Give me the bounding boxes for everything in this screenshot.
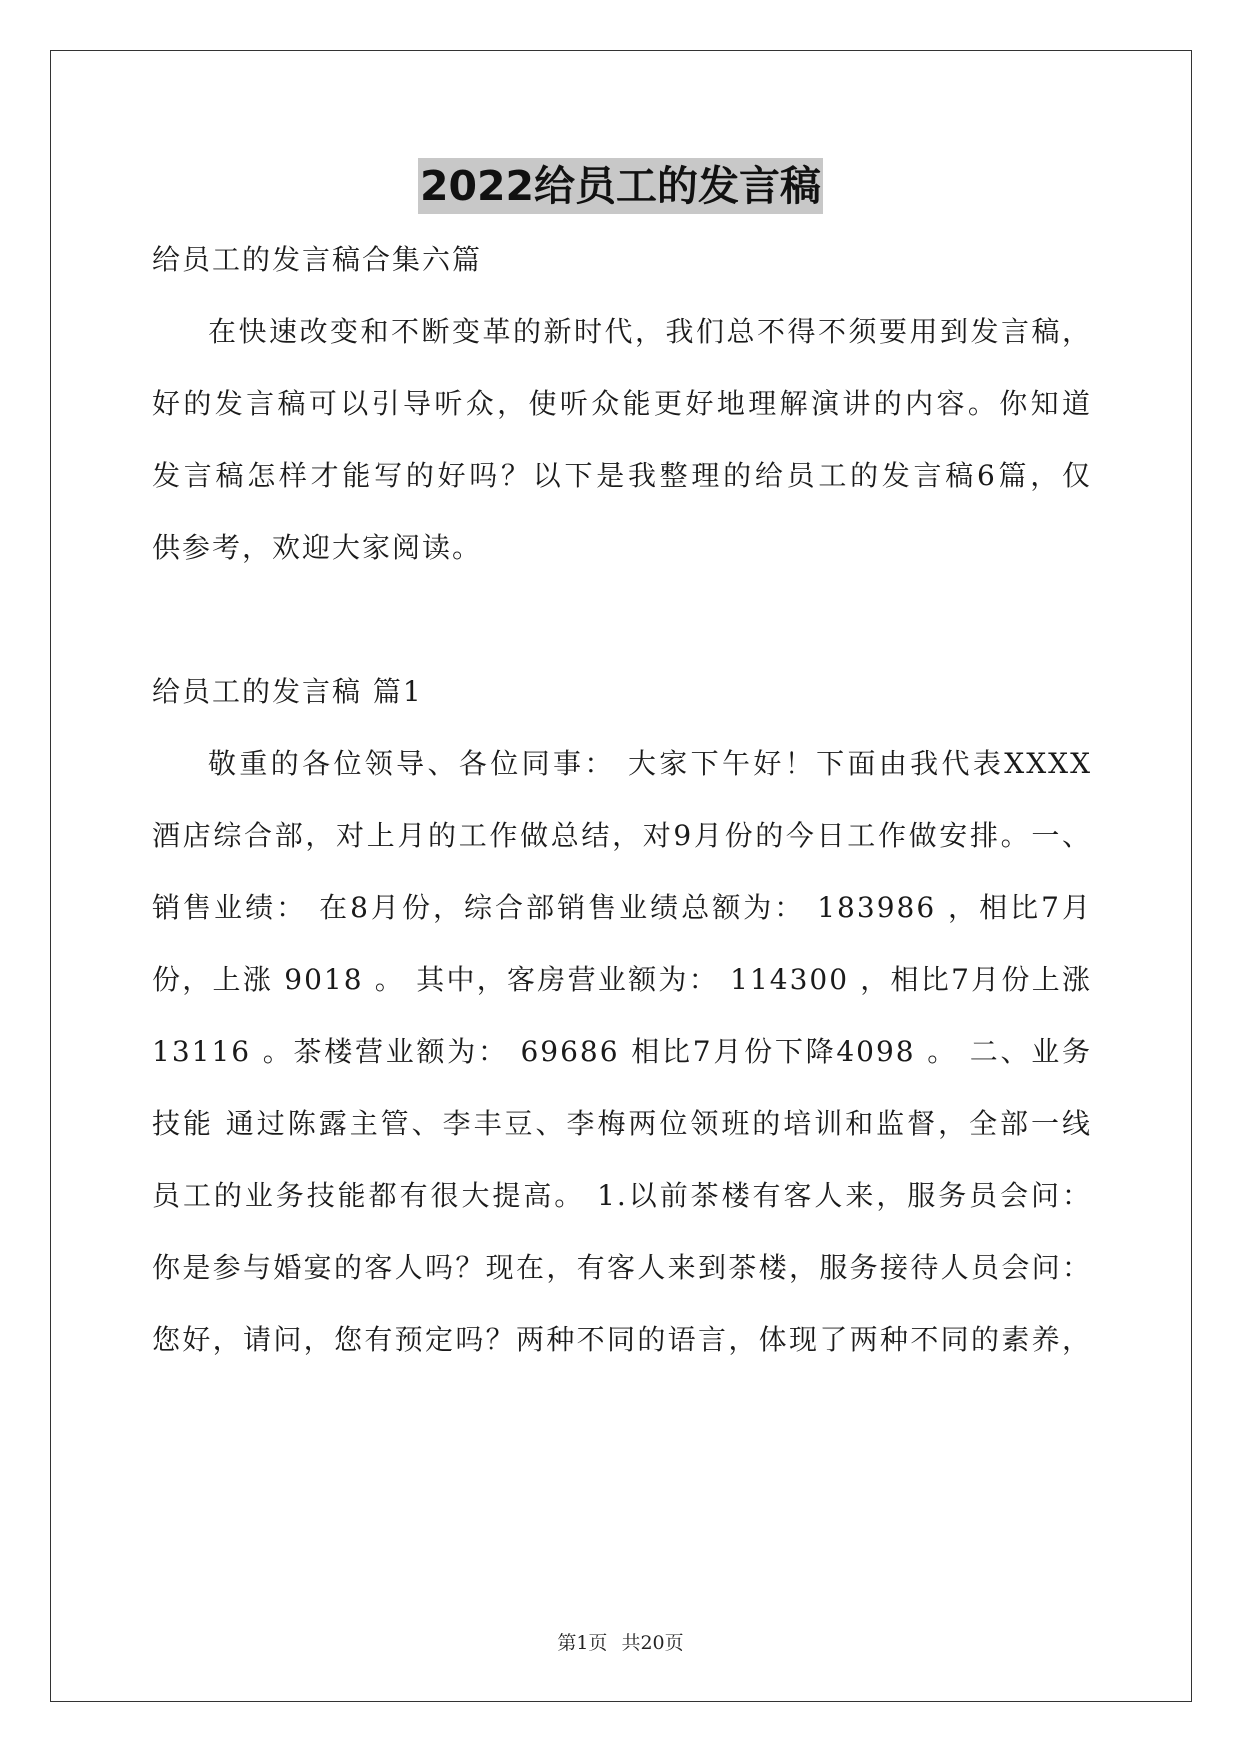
document-title: 2022给员工的发言稿 — [418, 158, 823, 214]
body-line: 酒店综合部，对上月的工作做总结，对9月份的今日工作做安排。一、 — [152, 819, 1092, 852]
intro-line: 好的发言稿可以引导听众，使听众能更好地理解演讲的内容。你知道 — [152, 387, 1092, 420]
intro-line: 发言稿怎样才能写的好吗？以下是我整理的给员工的发言稿6篇，仅 — [152, 459, 1092, 492]
document-subtitle: 给员工的发言稿合集六篇 — [152, 243, 483, 276]
body-line: 你是参与婚宴的客人吗？现在，有客人来到茶楼，服务接待人员会问： — [152, 1251, 1092, 1284]
page-number: 第1页 — [557, 1632, 608, 1654]
body-line: 敬重的各位领导、各位同事： 大家下午好！下面由我代表XXXX — [208, 747, 1092, 780]
page-footer — [0, 1628, 1241, 1655]
body-line: 销售业绩： 在8月份，综合部销售业绩总额为： 183986 ，相比7月 — [152, 891, 1092, 924]
body-line: 员工的业务技能都有很大提高。 1.以前茶楼有客人来，服务员会问： — [152, 1179, 1092, 1212]
document-body — [152, 240, 1092, 1360]
body-line: 您好，请问，您有预定吗？两种不同的语言，体现了两种不同的素养， — [152, 1323, 1092, 1356]
title-container — [0, 158, 1241, 214]
body-line: 份，上涨 9018 。 其中，客房营业额为： 114300 ，相比7月份上涨 — [152, 963, 1092, 996]
section-heading: 给员工的发言稿 篇1 — [152, 675, 423, 708]
intro-line: 在快速改变和不断变革的新时代，我们总不得不须要用到发言稿， — [208, 315, 1092, 348]
body-line: 技能 通过陈露主管、李丰豆、李梅两位领班的培训和监督，全部一线 — [152, 1107, 1092, 1140]
body-line: 13116 。茶楼营业额为： 69686 相比7月份下降4098 。 二、业务 — [152, 1035, 1092, 1068]
page-total: 共20页 — [621, 1632, 684, 1654]
intro-line: 供参考，欢迎大家阅读。 — [152, 531, 483, 564]
